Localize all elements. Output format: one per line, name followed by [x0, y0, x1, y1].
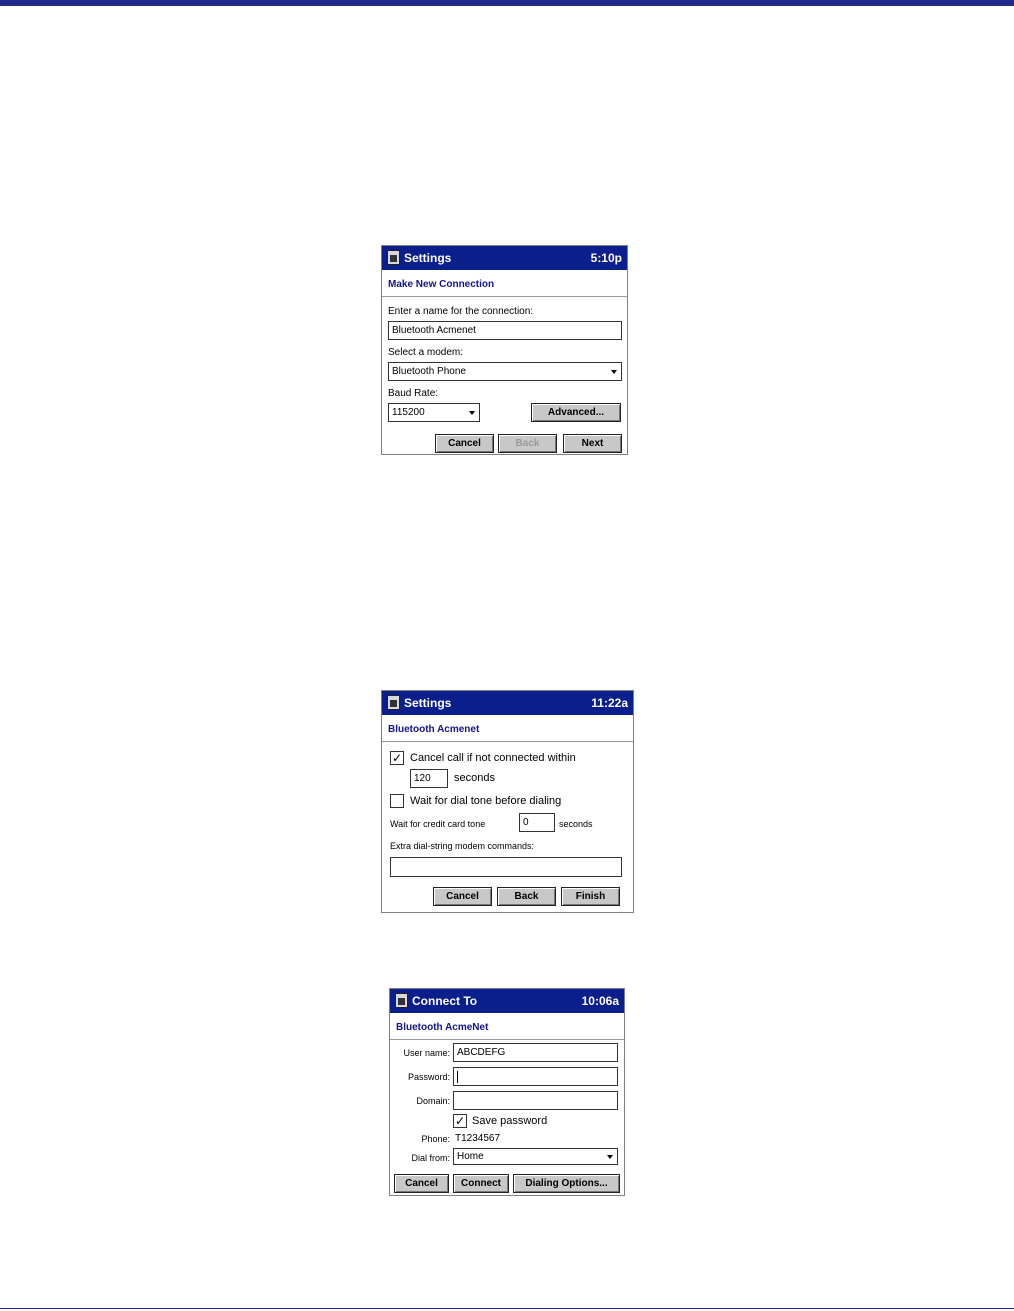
chevron-down-icon: [607, 1155, 613, 1159]
title-bar: [382, 691, 633, 715]
windows-start-icon[interactable]: [395, 993, 408, 1008]
next-button[interactable]: Next: [563, 434, 622, 453]
page-heading: [382, 274, 627, 297]
domain-input[interactable]: [453, 1091, 618, 1110]
save-password-checkbox[interactable]: ✓: [454, 1114, 466, 1128]
page-heading-text: Bluetooth Acmenet: [388, 724, 480, 735]
connection-name-label: Enter a name for the connection:: [388, 306, 534, 317]
windows-start-icon[interactable]: [387, 250, 400, 265]
chevron-down-icon: [469, 411, 475, 415]
cancel-button[interactable]: Cancel: [435, 434, 494, 453]
timeout-input[interactable]: 120: [410, 769, 448, 788]
page-heading-text: Bluetooth AcmeNet: [396, 1022, 489, 1033]
timeout-seconds-label: seconds: [454, 772, 495, 784]
credit-seconds-label: seconds: [559, 819, 593, 829]
cancel-call-label: Cancel call if not connected within: [410, 752, 576, 764]
baud-rate-select[interactable]: [388, 403, 480, 422]
phone-value: T1234567: [455, 1133, 501, 1144]
extra-commands-input[interactable]: [390, 857, 622, 877]
window-title: Settings: [404, 251, 452, 265]
clock[interactable]: 10:06a: [581, 994, 619, 1008]
connection-name-input[interactable]: Bluetooth Acmenet: [388, 321, 622, 340]
wait-dial-tone-label: Wait for dial tone before dialing: [410, 795, 562, 807]
credit-card-tone-label: Wait for credit card tone: [390, 819, 486, 829]
clock[interactable]: 5:10p: [590, 251, 622, 265]
modem-select-value: Bluetooth Phone: [392, 366, 466, 377]
modem-select[interactable]: [388, 362, 622, 381]
clock[interactable]: 11:22a: [591, 696, 628, 710]
domain-label: Domain:: [416, 1096, 450, 1106]
back-button[interactable]: Back: [498, 434, 557, 453]
window-title: Settings: [404, 696, 452, 710]
extra-commands-label: Extra dial-string modem commands:: [390, 841, 535, 851]
title-bar: [382, 246, 627, 270]
dial-from-select[interactable]: [453, 1148, 618, 1165]
dialing-settings-window: [381, 690, 634, 913]
dialing-options-button[interactable]: Dialing Options...: [513, 1174, 620, 1193]
connect-button[interactable]: Connect: [453, 1174, 509, 1193]
text-caret: [457, 1071, 458, 1083]
bottom-rule: [0, 1308, 1014, 1309]
dial-from-label: Dial from:: [411, 1153, 450, 1163]
cancel-call-checkbox[interactable]: ✓: [391, 751, 403, 765]
windows-start-icon[interactable]: [387, 695, 400, 710]
advanced-button[interactable]: Advanced...: [531, 403, 621, 422]
modem-label: Select a modem:: [388, 347, 464, 358]
window-title: Connect To: [412, 994, 478, 1008]
dial-from-value: Home: [457, 1151, 484, 1162]
username-input[interactable]: ABCDEFG: [453, 1043, 618, 1062]
phone-label: Phone:: [421, 1134, 450, 1144]
top-rule: [0, 0, 1014, 6]
password-input[interactable]: [453, 1067, 618, 1086]
finish-button[interactable]: Finish: [561, 887, 620, 906]
cancel-button[interactable]: Cancel: [433, 887, 492, 906]
password-label: Password:: [407, 1072, 450, 1082]
page-heading: [382, 719, 633, 742]
page-heading-text: Make New Connection: [388, 279, 495, 290]
chevron-down-icon: [611, 370, 617, 374]
baud-rate-label: Baud Rate:: [388, 388, 439, 399]
title-bar: [390, 989, 624, 1013]
cancel-button[interactable]: Cancel: [394, 1174, 449, 1193]
baud-rate-value: 115200: [392, 407, 425, 418]
back-button[interactable]: Back: [497, 887, 556, 906]
username-label: User name:: [403, 1048, 450, 1058]
save-password-label: Save password: [472, 1115, 548, 1127]
credit-card-tone-input[interactable]: 0: [519, 813, 555, 832]
wait-dial-tone-checkbox[interactable]: [390, 794, 404, 808]
connect-to-window: [389, 988, 625, 1196]
page-heading: [390, 1017, 624, 1040]
make-new-connection-window: [381, 245, 628, 455]
